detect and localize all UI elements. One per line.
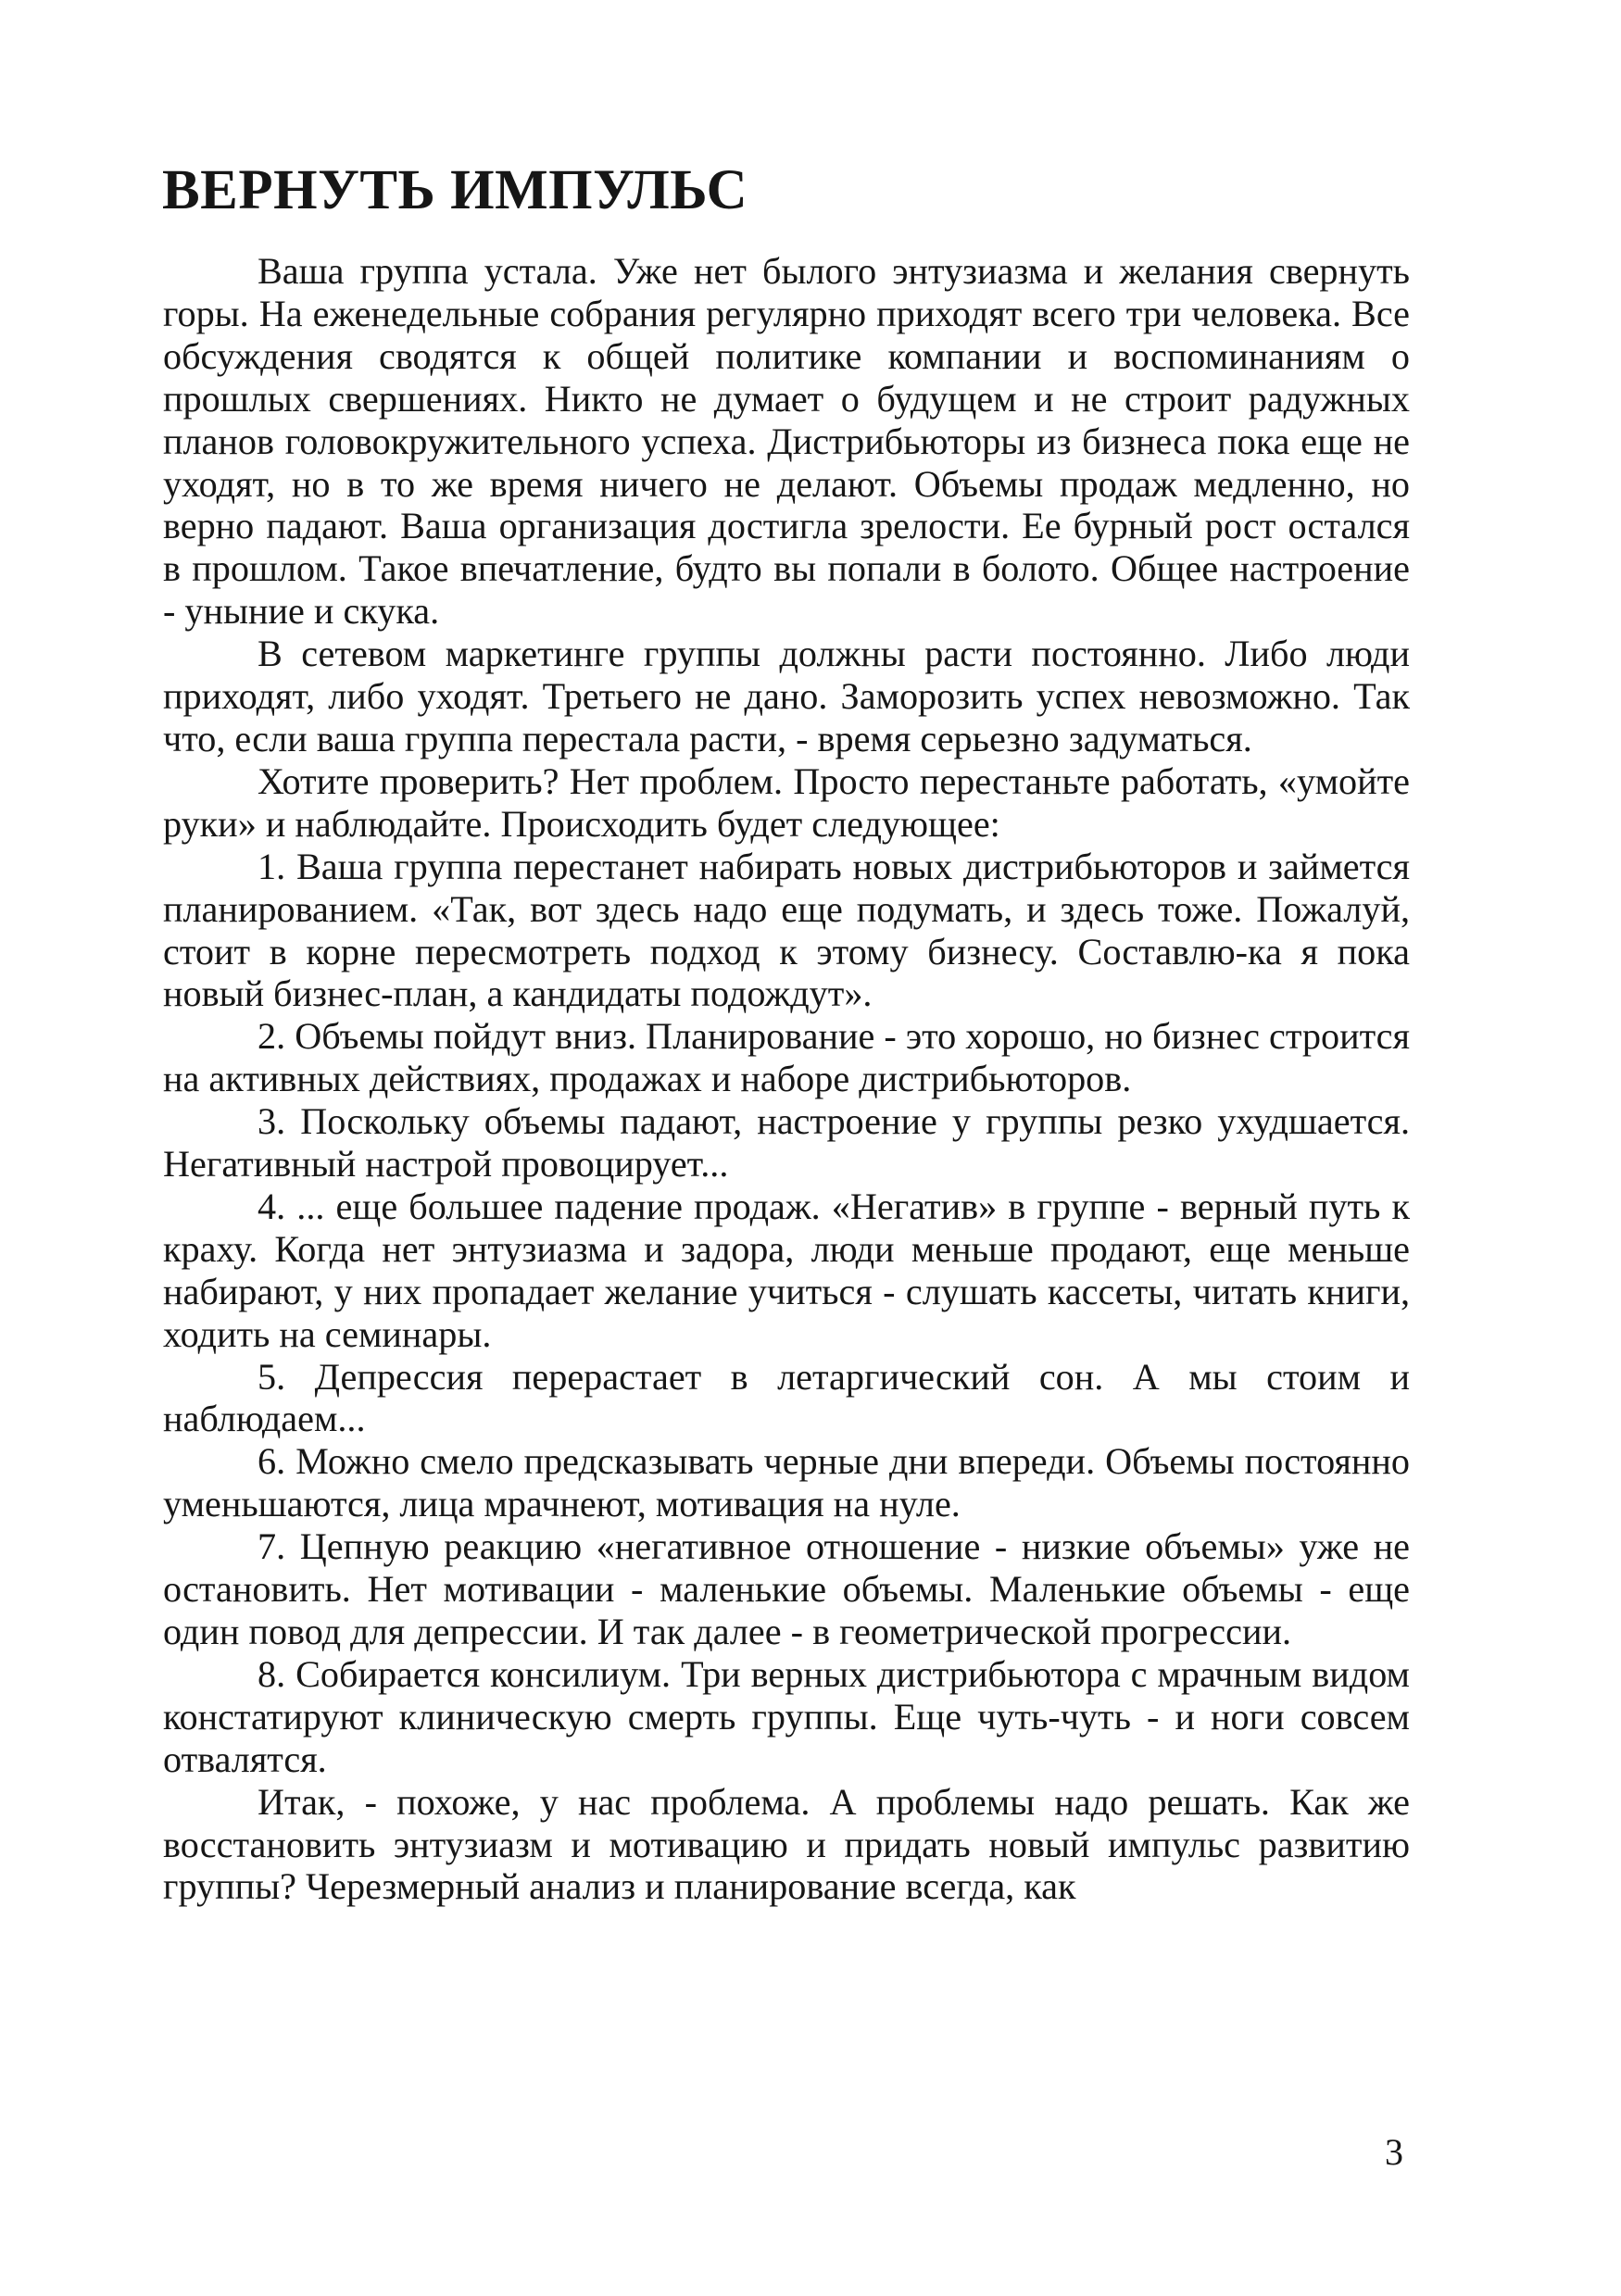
list-item: 7. Цепную реакцию «негативное отношение - низкие объемы» уже не остановить. Нет мотивации - маленькие объемы. Маленькие объемы - еще один повод для депрессии. И так далее - в геометрической прогрессии. [163,1525,1410,1652]
list-item: 1. Ваша группа перестанет набирать новых дистрибьюторов и займется планированием. «Так, вот здесь надо еще подумать, и здесь тоже. Пожалуй, стоит в корне пересмотреть подход к этому бизнесу. Составлю-ка я пока новый бизнес-план, а кандидаты подождут». [163,845,1410,1015]
list-item: 3. Поскольку объемы падают, настроение у группы резко ухудшается. Негативный настрой провоцирует... [163,1100,1410,1186]
paragraph: Хотите проверить? Нет проблем. Просто перестаньте работать, «умойте руки» и наблюдайте. Происходить будет следующее: [163,759,1410,845]
page-number: 3 [1385,2131,1403,2173]
paragraph: Ваша группа устала. Уже нет былого энтузиазма и желания свернуть горы. На еженедельные собрания регулярно приходят всего три человека. Все обсуждения сводятся к общей политике компании и воспоминаниям о прошлых свершениях. Никто не думает о будущем и не строит радужных планов головокружительного успеха. Дистрибьюторы из бизнеса пока еще не уходят, но в то же время ничего не делают. Объемы продаж медленно, но верно падают. Ваша организация достигла зрелости. Ее бурный рост остался в прошлом. Такое впечатление, будто вы попали в болото. Общее настроение - уныние и скука. [163,250,1410,633]
page-title: ВЕРНУТЬ ИМПУЛЬС [162,159,748,221]
list-item: 5. Депрессия перерастает в летаргический сон. А мы стоим и наблюдаем... [163,1355,1410,1440]
paragraph: Итак, - похоже, у нас проблема. А проблемы надо решать. Как же восстановить энтузиазм и мотивацию и придать новый импульс развитию группы? Черезмерный анализ и планирование всегда, как [163,1780,1410,1908]
list-item: 6. Можно смело предсказывать черные дни впереди. Объемы постоянно уменьшаются, лица мрачнеют, мотивация на нуле. [163,1440,1410,1525]
paragraph: В сетевом маркетинге группы должны расти постоянно. Либо люди приходят, либо уходят. Третьего не дано. Заморозить успех невозможно. Так что, если ваша группа перестала расти, - время серьезно задуматься. [163,633,1410,759]
list-item: 8. Собирается консилиум. Три верных дистрибьютора с мрачным видом констатируют клиническую смерть группы. Еще чуть-чуть - и ноги совсем отвалятся. [163,1652,1410,1780]
list-item: 4. ... еще большее падение продаж. «Негатив» в группе - верный путь к краху. Когда нет энтузиазма и задора, люди меньше продают, еще меньше набирают, у них пропадает желание учиться - слушать кассеты, читать книги, ходить на семинары. [163,1185,1410,1355]
body-text [163,250,1410,1908]
list-item: 2. Объемы пойдут вниз. Планирование - это хорошо, но бизнес строится на активных действиях, продажах и наборе дистрибьюторов. [163,1015,1410,1100]
